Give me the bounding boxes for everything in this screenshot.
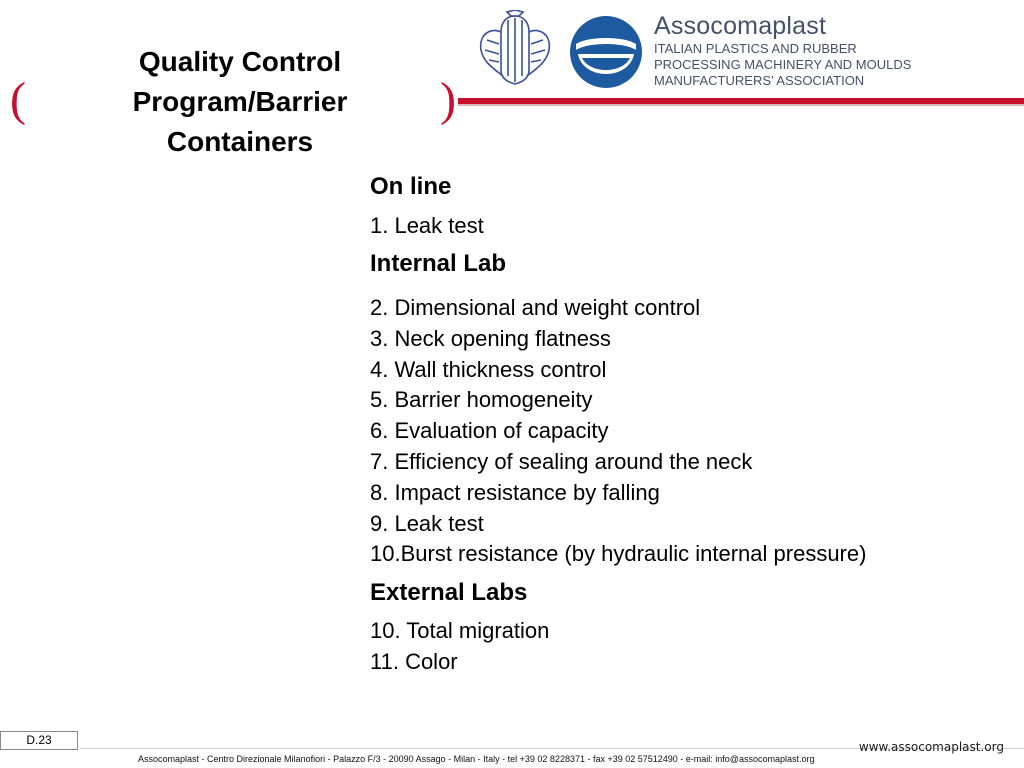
list-item: 6. Evaluation of capacity xyxy=(370,418,609,444)
online-item: 1. Leak test xyxy=(370,213,484,238)
footer-address: Assocomaplast - Centro Direzionale Milanofiori - Palazzo F/3 - 20090 Assago - Milan - Italy - tel +39 02 8228371 - fax +39 02 57512490 - e-mail: info@assocomaplast.org xyxy=(138,754,815,764)
assocomaplast-logo-icon xyxy=(568,14,644,90)
association-brand xyxy=(654,12,911,88)
list-item: 8. Impact resistance by falling xyxy=(370,479,660,505)
list-item: 10.Burst resistance (by hydraulic internal pressure) xyxy=(370,541,867,567)
slide-title: Quality Control Program/Barrier Containers xyxy=(132,46,348,157)
list-item: 7. Efficiency of sealing around the neck xyxy=(370,448,753,474)
list-item: 9. Leak test xyxy=(370,510,484,536)
confindustria-logo-icon xyxy=(475,10,555,88)
list-item: 10. Total migration xyxy=(370,618,550,644)
list-item: 11. Color xyxy=(370,648,458,674)
website-url[interactable]: www.assocomaplast.org xyxy=(858,740,1004,754)
list-item: 5. Barrier homogeneity xyxy=(370,387,593,413)
list-item: 2. Dimensional and weight control xyxy=(370,295,701,320)
section-heading-external-labs: External Labs xyxy=(370,579,528,607)
slide-number-box: D.23 xyxy=(0,731,78,750)
list-item: 4. Wall thickness control xyxy=(370,356,607,382)
left-parenthesis-decoration: ( xyxy=(10,73,26,126)
brand-tagline-line-1: ITALIAN PLASTICS AND RUBBER xyxy=(654,41,857,56)
internal-lab-list xyxy=(370,293,1010,570)
external-labs-list xyxy=(370,616,1010,678)
right-parenthesis-decoration: ) xyxy=(440,73,456,126)
header-shadow-rule xyxy=(458,104,1024,106)
brand-name: Assocomaplast xyxy=(654,12,827,40)
brand-tagline-line-2: PROCESSING MACHINERY AND MOULDS xyxy=(654,57,912,72)
section-heading-internal-lab: Internal Lab xyxy=(370,250,507,277)
section-heading-online: On line xyxy=(370,173,452,200)
slide-content xyxy=(370,170,1010,678)
brand-tagline-line-3: MANUFACTURERS’ ASSOCIATION xyxy=(654,73,865,88)
list-item: 3. Neck opening flatness xyxy=(370,325,611,351)
